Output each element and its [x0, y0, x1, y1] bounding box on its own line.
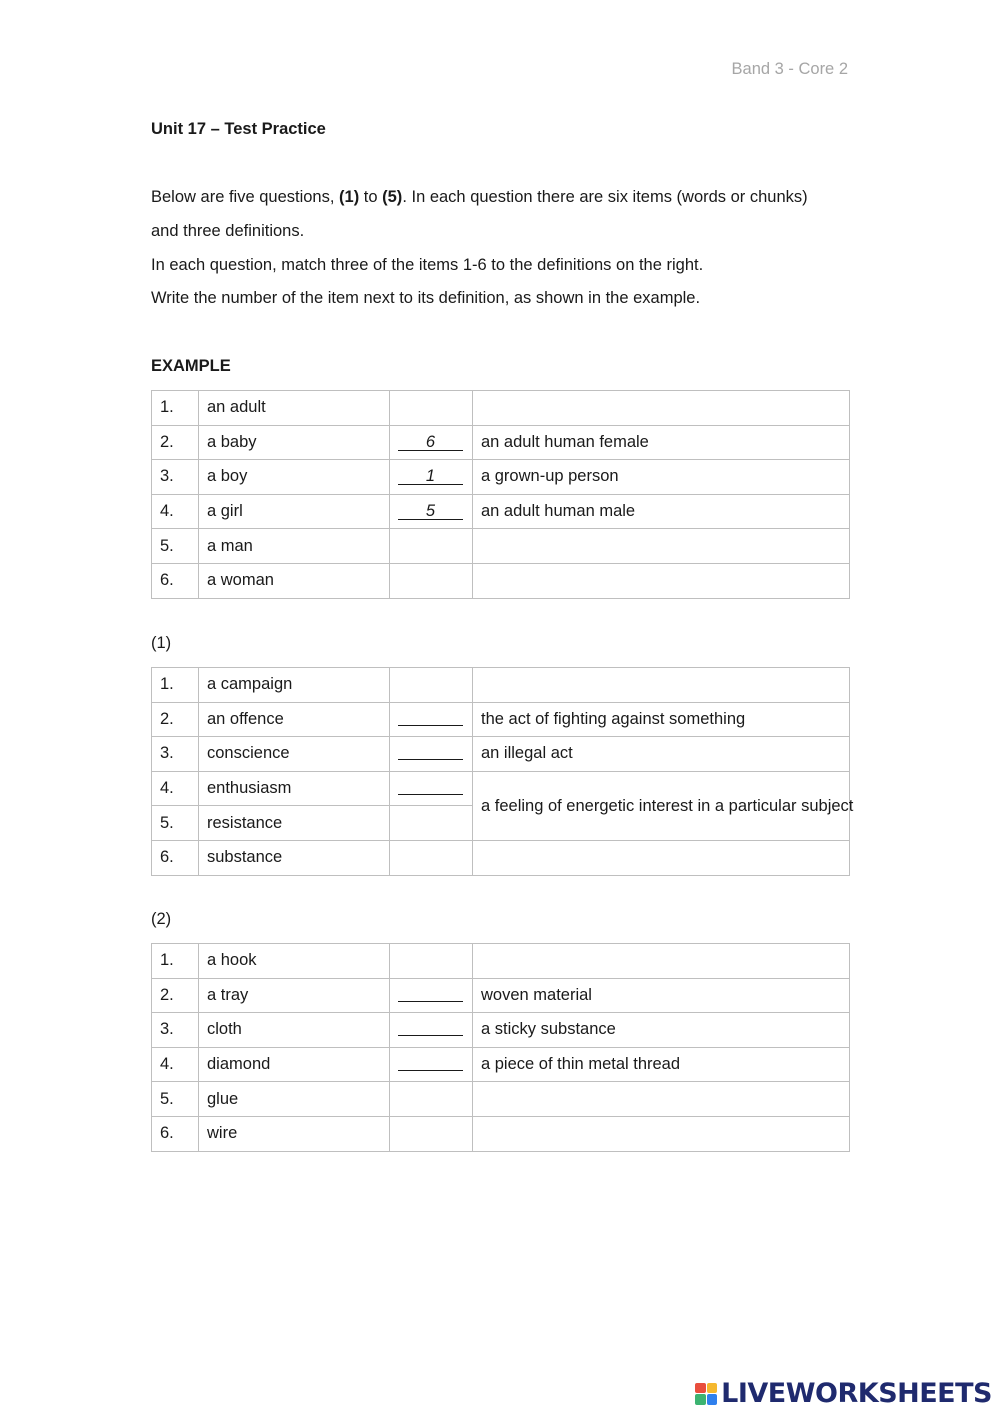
answer-cell [390, 391, 473, 426]
definition-cell [473, 840, 850, 875]
item-number: 4. [152, 1047, 199, 1082]
definition-text: an illegal act [473, 737, 850, 772]
item-text: a boy [199, 460, 390, 495]
liveworksheets-logo-icon [695, 1383, 717, 1405]
item-text: a tray [199, 978, 390, 1013]
page-title: Unit 17 – Test Practice [151, 120, 326, 138]
item-number: 5. [152, 806, 199, 841]
answer-cell [390, 425, 473, 460]
definition-text: woven material [473, 978, 850, 1013]
definition-text: a feeling of energetic interest in a particular subject [473, 771, 850, 840]
item-number: 4. [152, 494, 199, 529]
table-row [152, 563, 850, 598]
table-row [152, 771, 850, 806]
definition-text: a sticky substance [473, 1013, 850, 1048]
answer-blank-input[interactable] [398, 1018, 463, 1036]
definition-text: the act of fighting against something [473, 702, 850, 737]
definition-cell [473, 944, 850, 979]
answer-blank-input[interactable] [398, 777, 463, 795]
item-number: 6. [152, 563, 199, 598]
logo-square [695, 1394, 706, 1405]
definition-cell [473, 1116, 850, 1151]
answer-cell [390, 1047, 473, 1082]
table-row [152, 460, 850, 495]
item-number: 2. [152, 702, 199, 737]
item-number: 3. [152, 737, 199, 772]
question-2-table [151, 943, 850, 1152]
item-text: enthusiasm [199, 771, 390, 806]
logo-square [707, 1383, 718, 1394]
answer-blank-input[interactable] [398, 984, 463, 1002]
logo-square [707, 1394, 718, 1405]
instruction-line-4: Write the number of the item next to its definition, as shown in the example. [151, 289, 701, 307]
item-text: conscience [199, 737, 390, 772]
answer-cell [390, 806, 473, 841]
item-number: 1. [152, 944, 199, 979]
answer-cell [390, 563, 473, 598]
answer-blank-input[interactable] [398, 708, 463, 726]
item-number: 3. [152, 1013, 199, 1048]
answer-cell [390, 668, 473, 703]
item-number: 2. [152, 978, 199, 1013]
answer-cell [390, 529, 473, 564]
item-number: 1. [152, 668, 199, 703]
instruction-text: . In each question there are six items (words or chunks) [402, 188, 808, 206]
item-text: cloth [199, 1013, 390, 1048]
example-label: EXAMPLE [151, 357, 231, 375]
table-row [152, 494, 850, 529]
item-text: wire [199, 1116, 390, 1151]
item-text: a girl [199, 494, 390, 529]
item-text: diamond [199, 1047, 390, 1082]
table-row [152, 425, 850, 460]
brand-text: LIVEWORKSHEETS [721, 1378, 992, 1409]
definition-cell [473, 391, 850, 426]
answer-cell [390, 702, 473, 737]
table-row [152, 840, 850, 875]
table-row [152, 529, 850, 564]
definition-text: a piece of thin metal thread [473, 1047, 850, 1082]
item-text: a woman [199, 563, 390, 598]
table-row [152, 1047, 850, 1082]
table-row [152, 978, 850, 1013]
item-number: 5. [152, 529, 199, 564]
definition-text: a grown-up person [473, 460, 850, 495]
question-1-label: (1) [151, 634, 172, 652]
table-row [152, 1082, 850, 1117]
item-number: 4. [152, 771, 199, 806]
answer-cell [390, 737, 473, 772]
answer-cell [390, 944, 473, 979]
example-answer: 6 [398, 433, 463, 451]
item-text: a man [199, 529, 390, 564]
item-text: an offence [199, 702, 390, 737]
question-2-label: (2) [151, 910, 172, 928]
question-1-table [151, 667, 854, 876]
table-row [152, 737, 850, 772]
liveworksheets-brand[interactable] [695, 1378, 992, 1409]
answer-cell [390, 1082, 473, 1117]
instruction-line-2: and three definitions. [151, 222, 305, 240]
example-table [151, 390, 850, 599]
answer-cell [390, 840, 473, 875]
answer-blank-input[interactable] [398, 742, 463, 760]
instruction-bold: (5) [382, 188, 403, 206]
answer-cell [390, 771, 473, 806]
instruction-bold: (1) [339, 188, 360, 206]
instruction-line-1 [151, 187, 808, 207]
example-answer: 1 [398, 467, 463, 485]
item-text: a campaign [199, 668, 390, 703]
instruction-line-3: In each question, match three of the items 1-6 to the definitions on the right. [151, 256, 704, 274]
definition-text: an adult human female [473, 425, 850, 460]
item-number: 2. [152, 425, 199, 460]
table-row [152, 391, 850, 426]
definition-cell [473, 1082, 850, 1117]
item-number: 3. [152, 460, 199, 495]
answer-cell [390, 1116, 473, 1151]
item-text: glue [199, 1082, 390, 1117]
item-number: 1. [152, 391, 199, 426]
table-row [152, 668, 850, 703]
table-row [152, 1013, 850, 1048]
definition-cell [473, 529, 850, 564]
answer-cell [390, 1013, 473, 1048]
answer-cell [390, 494, 473, 529]
definition-text: an adult human male [473, 494, 850, 529]
table-row [152, 702, 850, 737]
instruction-text: to [359, 188, 383, 206]
item-number: 6. [152, 1116, 199, 1151]
logo-square [695, 1383, 706, 1394]
item-number: 5. [152, 1082, 199, 1117]
item-number: 6. [152, 840, 199, 875]
item-text: an adult [199, 391, 390, 426]
item-text: a hook [199, 944, 390, 979]
item-text: resistance [199, 806, 390, 841]
definition-cell [473, 668, 850, 703]
example-answer: 5 [398, 502, 463, 520]
item-text: substance [199, 840, 390, 875]
table-row [152, 944, 850, 979]
answer-cell [390, 978, 473, 1013]
item-text: a baby [199, 425, 390, 460]
instruction-text: Below are five questions, [151, 188, 340, 206]
header-band-label: Band 3 - Core 2 [731, 60, 848, 78]
definition-cell [473, 563, 850, 598]
answer-blank-input[interactable] [398, 1053, 463, 1071]
table-row [152, 1116, 850, 1151]
answer-cell [390, 460, 473, 495]
